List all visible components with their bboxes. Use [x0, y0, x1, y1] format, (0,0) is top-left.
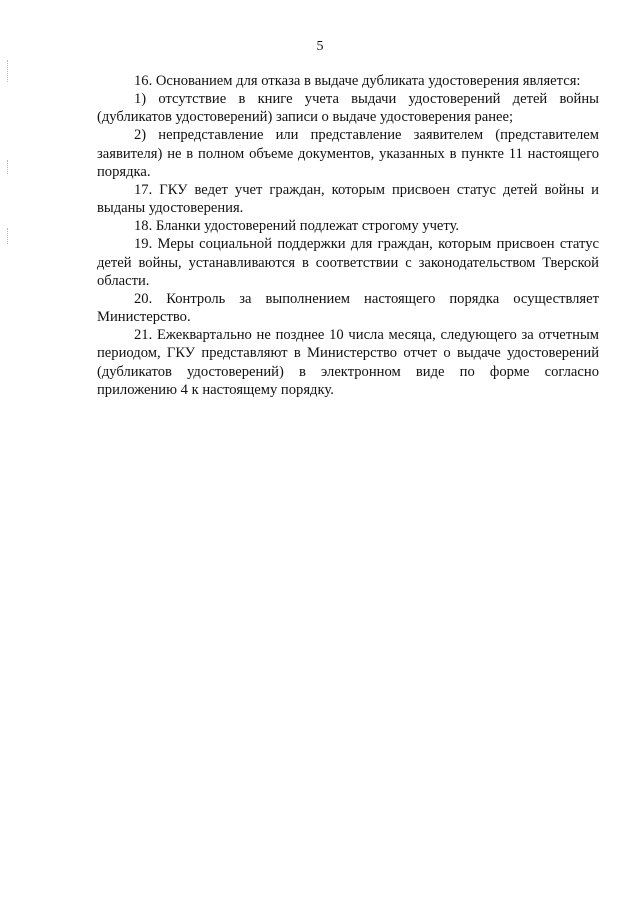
- paragraph-20: 20. Контроль за выполнением настоящего порядка осуществляет Министерство.: [97, 290, 599, 326]
- paragraph-16: 16. Основанием для отказа в выдаче дубликата удостоверения является:: [134, 73, 581, 89]
- paragraph-18: 18. Бланки удостоверений подлежат строгому учету.: [134, 218, 460, 235]
- margin-mark: [7, 60, 9, 82]
- paragraph-17: 17. ГКУ ведет учет граждан, которым присвоен статус детей войны и выданы удостоверения.: [97, 181, 599, 217]
- margin-mark: [7, 160, 9, 174]
- page-number: 5: [316, 39, 324, 54]
- paragraph-21: 21. Ежеквартально не позднее 10 числа месяца, следующего за отчетным периодом, ГКУ представляют в Министерство отчет о выдаче удостоверений (дубликатов удостоверений) в электронном виде по форме согласно приложению 4 к настоящему порядку.: [97, 327, 599, 398]
- document-body: [97, 72, 599, 399]
- paragraph-16-item-1: 1) отсутствие в книге учета выдачи удостоверений детей войны (дубликатов удостоверений) записи о выдаче удостоверения ранее;: [97, 91, 599, 126]
- paragraph-19: 19. Меры социальной поддержки для граждан, которым присвоен статус детей войны, устанавливаются в соответствии с законодательством Тверской области.: [97, 236, 599, 289]
- paragraph-16-item-2: 2) непредставление или представление заявителем (представителем заявителя) не в полном объеме документов, указанных в пункте 11 настоящего порядка.: [97, 127, 599, 180]
- binding-margin-marks: [7, 60, 9, 260]
- margin-mark: [7, 228, 9, 244]
